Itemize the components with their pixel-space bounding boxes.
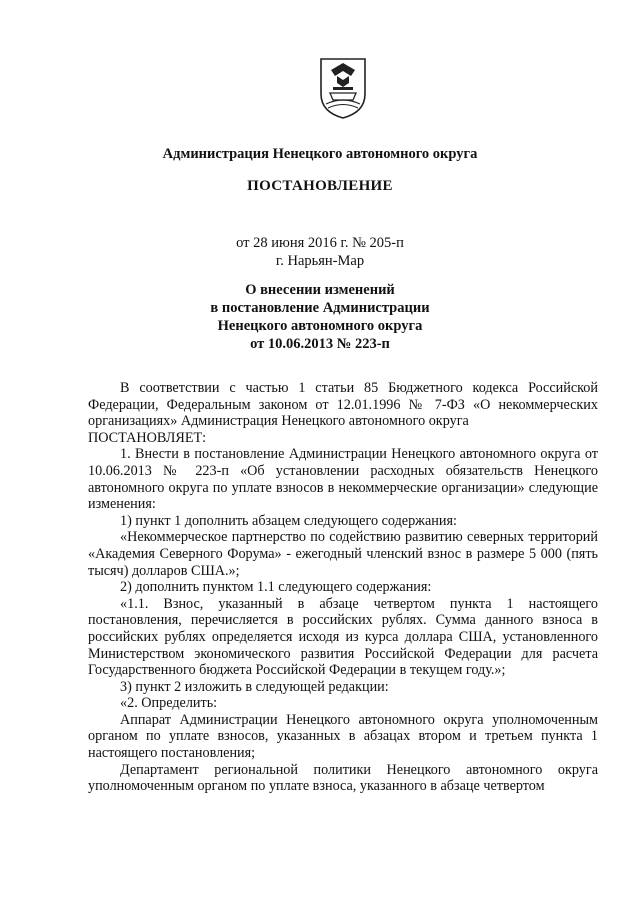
document-body xyxy=(88,380,598,795)
paragraph-quote-2: «2. Определить: xyxy=(120,695,218,712)
paragraph-subitem-1: 1) пункт 1 дополнить абзацем следующего содержания: xyxy=(120,512,457,529)
paragraph-preamble: В соответствии с частью 1 статьи 85 Бюджетного кодекса Российской Федерации, Федеральным законом от 12.01.1996 № 7-ФЗ «О некоммерческих организациях» Администрация Ненецкого автономного округа xyxy=(88,380,598,430)
subject-line-4: от 10.06.2013 № 223-п xyxy=(250,336,390,352)
paragraph-resolves: ПОСТАНОВЛЯЕТ: xyxy=(88,429,207,446)
paragraph-apparatus: Аппарат Администрации Ненецкого автономного округа уполномоченным органом по уплате взносов, указанных в абзацах втором и третьем пункта 1 настоящего постановления; xyxy=(88,711,598,762)
document-date-number: от 28 июня 2016 г. № 205-п xyxy=(236,235,404,251)
paragraph-subitem-3: 3) пункт 2 изложить в следующей редакции: xyxy=(120,678,389,695)
document-city: г. Нарьян-Мар xyxy=(275,253,365,269)
coat-of-arms-emblem xyxy=(318,56,368,120)
paragraph-quote-1-1: «1.1. Взнос, указанный в абзаце четвертом пункта 1 настоящего постановления, перечисляется в российских рублях. Сумма данного взноса в российских рублях определяется исходя из курса доллара США, установленного Министерством экономического развития Российской Федерации для расчета Государственного бюджета Российской Федерации в текущем году.»; xyxy=(88,595,598,679)
subject-line-3: Ненецкого автономного округа xyxy=(217,318,423,334)
paragraph-subitem-2: 2) дополнить пунктом 1.1 следующего содержания: xyxy=(120,579,432,596)
paragraph-quote-partnership: «Некоммерческое партнерство по содействию развитию северных территорий «Академия Северного Форума» - ежегодный членский взнос в размере 5 000 (пять тысяч) долларов США.»; xyxy=(88,529,598,579)
organization-name: Администрация Ненецкого автономного округа xyxy=(162,146,478,162)
subject-line-2: в постановление Администрации xyxy=(210,300,430,316)
paragraph-item-1: 1. Внести в постановление Администрации Ненецкого автономного округа от 10.06.2013 № 223-п «Об установлении расходных обязательств Ненецкого автономного округа по уплате взносов в некоммерческие организации» следующие изменения: xyxy=(88,446,598,513)
subject-line-1: О внесении изменений xyxy=(245,282,395,298)
paragraph-department: Департамент региональной политики Ненецкого автономного округа уполномоченным органом по уплате взноса, указанного в абзаце четвертом xyxy=(88,761,598,795)
document-type: ПОСТАНОВЛЕНИЕ xyxy=(247,178,393,194)
